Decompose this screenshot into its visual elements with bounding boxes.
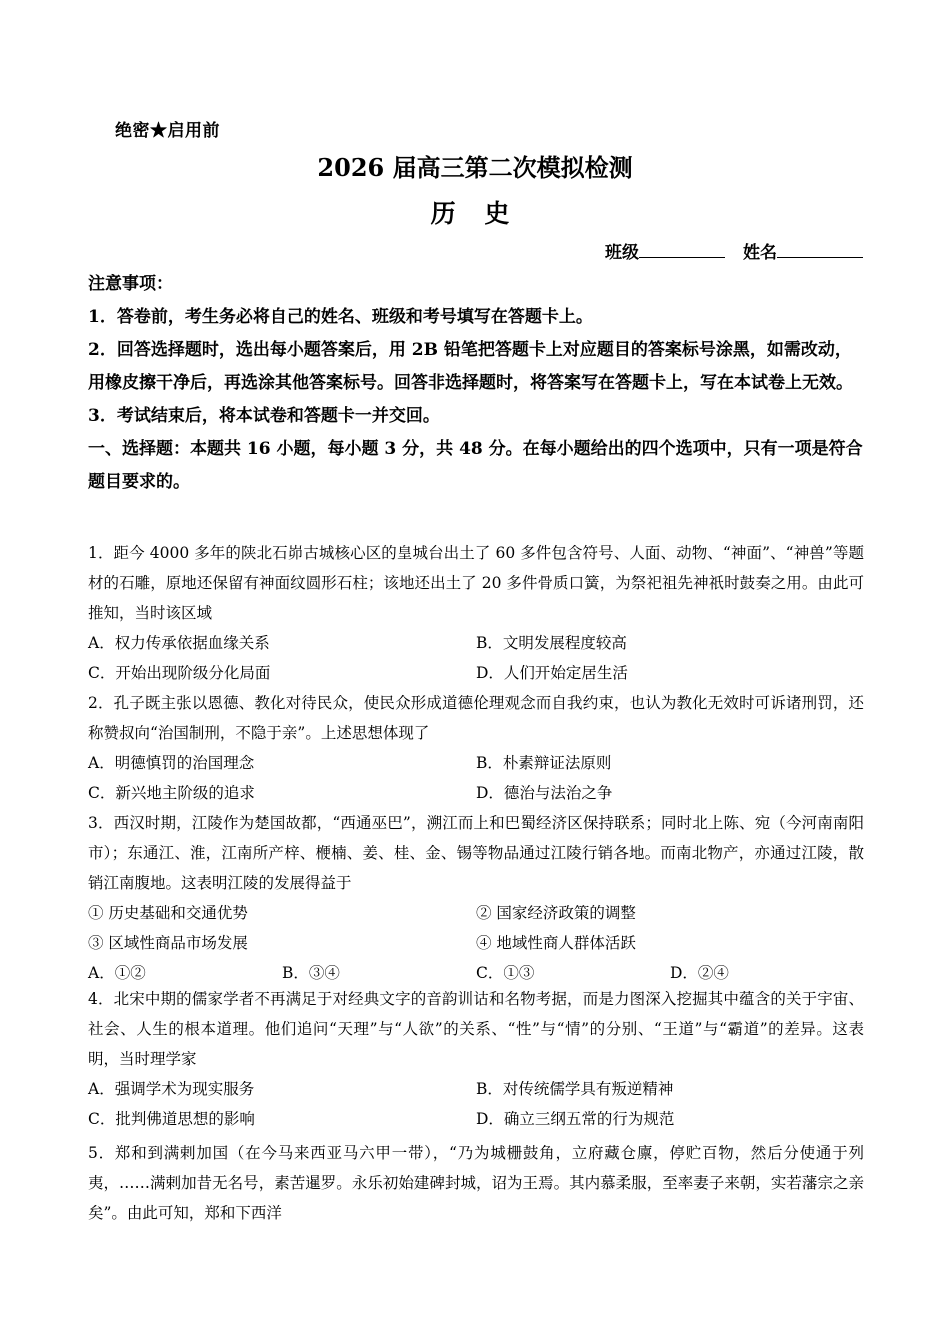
question-stem: 4．北宋中期的儒家学者不再满足于对经典文字的音韵训诂和名物考据，而是力图深入挖掘其中蕴含的关于宇宙、社会、人生的根本道理。他们追问“天理”与“人欲”的关系、“性”与“情”的分别、“王道”与“霸道”的差异。这表明，当时理学家 (88, 990, 864, 1068)
option-c: C．①③ (476, 964, 535, 982)
options-row (88, 658, 864, 688)
section-heading: 一、选择题：本题共 16 小题，每小题 3 分，共 48 分。在每小题给出的四个选项中，只有一项是符合题目要求的。 (88, 439, 863, 492)
note-item: 1．答卷前，考生务必将自己的姓名、班级和考号填写在答题卡上。 (88, 307, 593, 327)
option-d: D．德治与法治之争 (476, 784, 613, 802)
question-5 (88, 1138, 864, 1228)
exam-title: 2026 届高三第二次模拟检测 (317, 153, 633, 182)
note-item: 3．考试结束后，将本试卷和答题卡一并交回。 (88, 406, 440, 426)
option-b: B．朴素辩证法原则 (476, 754, 612, 772)
options-row (88, 1074, 864, 1104)
statements-row (88, 898, 864, 928)
statement-2: ② 国家经济政策的调整 (476, 904, 636, 922)
statement-1: ① 历史基础和交通优势 (88, 904, 248, 922)
option-a: A．明德慎罚的治国理念 (88, 754, 255, 772)
class-blank (639, 241, 725, 258)
option-a: A．权力传承依据血缘关系 (88, 634, 270, 652)
question-2 (88, 688, 864, 808)
name-blank (777, 241, 863, 258)
notes-section (88, 268, 864, 499)
option-d: D．确立三纲五常的行为规范 (476, 1110, 675, 1128)
question-4 (88, 984, 864, 1134)
name-label: 姓名 (743, 243, 777, 263)
class-name-fields (605, 238, 863, 263)
options-row (88, 628, 864, 658)
question-stem: 2．孔子既主张以恩德、教化对待民众，使民众形成道德伦理观念而自我约束，也认为教化无效时可诉诸刑罚，还称赞叔向“治国制刑，不隐于亲”。上述思想体现了 (88, 694, 864, 742)
confidential-label: 绝密★启用前 (115, 121, 220, 141)
class-label: 班级 (605, 243, 639, 263)
question-1 (88, 538, 864, 688)
statement-3: ③ 区域性商品市场发展 (88, 934, 248, 952)
question-stem: 5．郑和到满剌加国（在今马来西亚马六甲一带），“乃为城栅鼓角，立府藏仓廪，停贮百物，然后分使通于列夷，……满剌加昔无名号，素苦暹罗。永乐初始建碑封城，诏为王焉。其内慕柔服，至率妻子来朝，实若藩宗之亲矣”。由此可知，郑和下西洋 (88, 1144, 864, 1222)
option-b: B．③④ (282, 964, 340, 982)
statement-4: ④ 地域性商人群体活跃 (476, 934, 636, 952)
notes-heading: 注意事项： (88, 274, 173, 294)
option-b: B．文明发展程度较高 (476, 634, 627, 652)
options-row (88, 1104, 864, 1134)
option-b: B．对传统儒学具有叛逆精神 (476, 1080, 674, 1098)
option-a: A．①② (88, 964, 146, 982)
question-stem: 3．西汉时期，江陵作为楚国故都，“西通巫巴”，溯江而上和巴蜀经济区保持联系；同时北上陈、宛（今河南南阳市）；东通江、淮，江南所产梓、楩楠、姜、桂、金、锡等物品通过江陵行销各地。而南北物产，亦通过江陵，散销江南腹地。这表明江陵的发展得益于 (88, 814, 864, 892)
note-item: 2．回答选择题时，选出每小题答案后，用 2B 铅笔把答题卡上对应题目的答案标号涂黑，如需改动，用橡皮擦干净后，再选涂其他答案标号。回答非选择题时，将答案写在答题卡上，写在本试卷上无效。 (88, 340, 853, 393)
option-c: C．批判佛道思想的影响 (88, 1110, 255, 1128)
option-d: D．人们开始定居生活 (476, 664, 628, 682)
statements-row (88, 928, 864, 958)
question-3 (88, 808, 864, 988)
option-c: C．开始出现阶级分化局面 (88, 664, 271, 682)
question-stem: 1．距今 4000 多年的陕北石峁古城核心区的皇城台出土了 60 多件包含符号、人面、动物、“神面”、“神兽”等题材的石雕，原地还保留有神面纹圆形石柱；该地还出土了 20 多件骨质口簧，为祭祀祖先神祇时鼓奏之用。由此可推知，当时该区域 (88, 544, 864, 622)
subject-title: 历 史 (430, 199, 520, 228)
options-row (88, 748, 864, 778)
option-a: A．强调学术为现实服务 (88, 1080, 255, 1098)
option-c: C．新兴地主阶级的追求 (88, 784, 255, 802)
option-d: D．②④ (670, 964, 729, 982)
options-row (88, 778, 864, 808)
